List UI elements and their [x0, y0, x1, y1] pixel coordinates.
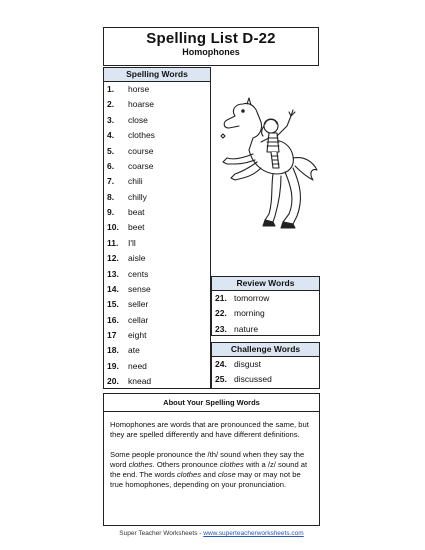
- spelling-words-box: [103, 67, 211, 389]
- about-text: may or may not be true homophones, depending on your pronunciation.: [110, 470, 301, 489]
- list-item: [104, 359, 210, 374]
- item-word: need: [128, 360, 147, 371]
- item-number: 13.: [107, 268, 119, 279]
- item-word: clothes: [128, 130, 155, 141]
- about-divider: [104, 411, 319, 412]
- list-item: [104, 313, 210, 328]
- list-item: [104, 82, 210, 97]
- item-word: cents: [128, 268, 149, 279]
- review-words-heading: Review Words: [212, 277, 319, 291]
- about-italic-word: clothes: [219, 460, 244, 469]
- girl-riding-horse-illustration: [213, 96, 323, 246]
- item-number: 22.: [215, 308, 227, 319]
- about-italic-word: clothes: [128, 460, 153, 469]
- list-item: [212, 306, 319, 321]
- item-word: chili: [128, 176, 143, 187]
- list-item: [104, 97, 210, 112]
- footer-link[interactable]: www.superteacherworksheets.com: [203, 530, 304, 537]
- item-number: 23.: [215, 323, 227, 334]
- item-number: 3.: [107, 114, 115, 125]
- about-text: with a /z/ sound at the end. The words: [110, 460, 308, 479]
- item-number: 24.: [215, 359, 227, 369]
- about-italic-word: clothes: [176, 470, 202, 479]
- item-word: knead: [128, 376, 152, 387]
- item-number: 16.: [107, 314, 119, 325]
- footer-text: Super Teacher Worksheets -: [119, 530, 204, 537]
- item-number: 12.: [107, 253, 119, 264]
- item-word: cellar: [128, 314, 149, 325]
- item-word: course: [128, 145, 154, 156]
- item-word: coarse: [128, 160, 154, 171]
- item-word: beat: [128, 207, 145, 217]
- list-item: [104, 220, 210, 235]
- item-number: 25.: [215, 374, 227, 385]
- list-item: [212, 322, 319, 337]
- list-item: [104, 297, 210, 312]
- list-item: [212, 291, 319, 306]
- item-word: beet: [128, 222, 145, 233]
- item-word: nature: [234, 323, 259, 334]
- list-item: [104, 159, 210, 174]
- item-word: chilly: [128, 191, 147, 202]
- list-item: [104, 282, 210, 297]
- list-item: [104, 251, 210, 266]
- list-item: [104, 343, 210, 358]
- item-word: I'll: [128, 237, 136, 248]
- challenge-words-heading: Challenge Words: [212, 343, 319, 357]
- item-number: 2.: [107, 99, 115, 110]
- item-word: disgust: [234, 359, 261, 369]
- list-item: [104, 128, 210, 143]
- item-word: discussed: [234, 374, 272, 385]
- about-box: [103, 393, 320, 526]
- item-number: 17: [107, 330, 117, 340]
- item-word: sense: [128, 283, 151, 294]
- item-number: 20.: [107, 376, 119, 387]
- item-number: 18.: [107, 345, 119, 356]
- item-number: 15.: [107, 299, 119, 310]
- page-subtitle: Homophones: [182, 47, 240, 57]
- list-item: [104, 236, 210, 251]
- item-word: morning: [234, 308, 265, 319]
- list-item: [104, 190, 210, 205]
- page-title: Spelling List D-22: [146, 30, 276, 47]
- item-number: 11.: [107, 237, 119, 248]
- about-heading: About Your Spelling Words: [163, 398, 260, 407]
- list-item: [104, 328, 210, 343]
- challenge-words-box: [211, 342, 320, 389]
- list-item: [104, 374, 210, 389]
- item-number: 1.: [107, 84, 115, 94]
- item-number: 8.: [107, 191, 115, 202]
- about-paragraph-2: [110, 450, 313, 490]
- item-number: 21.: [215, 293, 227, 303]
- list-item: [212, 357, 319, 372]
- item-number: 7.: [107, 176, 115, 187]
- item-word: horse: [128, 84, 150, 94]
- about-paragraph-1: Homophones are words that are pronounced the same, but they are spelled differently and have different definitions.: [110, 420, 309, 439]
- spelling-words-heading: Spelling Words: [104, 68, 210, 82]
- item-number: 4.: [107, 130, 115, 141]
- item-number: 5.: [107, 145, 115, 156]
- item-number: 9.: [107, 207, 115, 217]
- item-word: ate: [128, 345, 140, 356]
- about-italic-word: close: [217, 470, 236, 479]
- item-word: hoarse: [128, 99, 154, 110]
- item-number: 19.: [107, 360, 119, 371]
- list-item: [104, 267, 210, 282]
- list-item: [212, 372, 319, 387]
- about-text: . Others pronounce: [152, 460, 220, 469]
- item-word: eight: [128, 330, 147, 340]
- list-item: [104, 174, 210, 189]
- item-number: 10.: [107, 222, 119, 233]
- item-number: 6.: [107, 160, 115, 171]
- list-item: [104, 113, 210, 128]
- item-word: close: [128, 114, 148, 125]
- list-item: [104, 144, 210, 159]
- item-word: tomorrow: [234, 293, 270, 303]
- list-item: [104, 205, 210, 220]
- about-text: and: [201, 470, 218, 479]
- footer: [103, 530, 320, 537]
- review-words-box: [211, 276, 320, 336]
- title-box: [103, 27, 319, 66]
- about-text: Some people pronounce the /th/ sound when they say the word: [110, 450, 305, 469]
- item-word: seller: [128, 299, 149, 310]
- item-number: 14.: [107, 283, 119, 294]
- item-word: aisle: [128, 253, 146, 264]
